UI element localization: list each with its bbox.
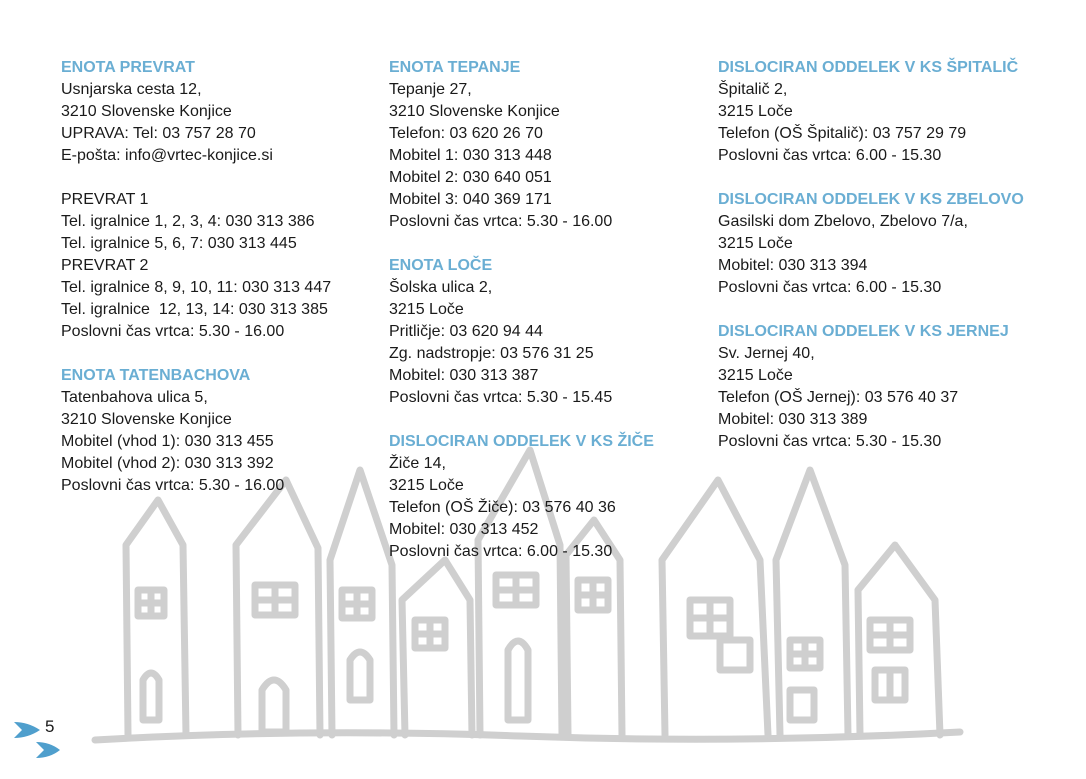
postal-line: 3215 Loče [389, 301, 464, 318]
phone-line: Telefon: 03 620 26 70 [389, 125, 543, 142]
phone-line: Telefon (OŠ Špitalič): 03 757 29 79 [718, 125, 967, 142]
unit-heading: DISLOCIRAN ODDELEK V KS ŠPITALIČ [718, 59, 1019, 76]
phone-line: Mobitel 1: 030 313 448 [389, 147, 552, 164]
phone-line: Pritličje: 03 620 94 44 [389, 323, 543, 340]
address-line: Gasilski dom Zbelovo, Zbelovo 7/a, [718, 213, 968, 230]
unit-heading: DISLOCIRAN ODDELEK V KS ŽIČE [389, 433, 654, 450]
address-line: Špitalič 2, [718, 81, 788, 98]
subunit-label: PREVRAT 2 [61, 257, 149, 274]
address-line: Usnjarska cesta 12, [61, 81, 202, 98]
column-right [718, 57, 1048, 475]
phone-line: Mobitel: 030 313 387 [389, 367, 539, 384]
unit-block-spitalic [718, 57, 1048, 167]
page-number: 5 [45, 717, 55, 736]
address-line: Sv. Jernej 40, [718, 345, 815, 362]
email-line: E-pošta: info@vrtec-konjice.si [61, 147, 273, 164]
unit-block-tatenbachova [61, 365, 371, 497]
phone-line: Tel. igralnice 1, 2, 3, 4: 030 313 386 [61, 213, 315, 230]
unit-block-zice [389, 431, 699, 563]
hours-line: Poslovni čas vrtca: 6.00 - 15.30 [389, 543, 613, 560]
hours-line: Poslovni čas vrtca: 6.00 - 15.30 [718, 147, 942, 164]
hours-line: Poslovni čas vrtca: 5.30 - 16.00 [61, 323, 285, 340]
phone-line: Mobitel (vhod 2): 030 313 392 [61, 455, 274, 472]
address-line: Tatenbahova ulica 5, [61, 389, 208, 406]
unit-block-jernej [718, 321, 1048, 453]
postal-line: 3215 Loče [718, 367, 793, 384]
unit-heading: ENOTA PREVRAT [61, 59, 195, 76]
hours-line: Poslovni čas vrtca: 5.30 - 16.00 [389, 213, 613, 230]
unit-block-loce [389, 255, 699, 409]
column-left [61, 57, 371, 519]
unit-block-zbelovo [718, 189, 1048, 299]
unit-heading: ENOTA TATENBACHOVA [61, 367, 251, 384]
address-line: Žiče 14, [389, 455, 446, 472]
hours-line: Poslovni čas vrtca: 5.30 - 16.00 [61, 477, 285, 494]
phone-line: Zg. nadstropje: 03 576 31 25 [389, 345, 594, 362]
phone-line: Mobitel: 030 313 389 [718, 411, 868, 428]
phone-line: Telefon (OŠ Žiče): 03 576 40 36 [389, 499, 616, 516]
unit-heading: DISLOCIRAN ODDELEK V KS JERNEJ [718, 323, 1009, 340]
postal-line: 3215 Loče [718, 235, 793, 252]
address-line: Tepanje 27, [389, 81, 472, 98]
hours-line: Poslovni čas vrtca: 5.30 - 15.45 [389, 389, 613, 406]
postal-line: 3210 Slovenske Konjice [61, 411, 232, 428]
unit-block-prevrat [61, 57, 371, 167]
subunit-label: PREVRAT 1 [61, 191, 149, 208]
column-middle [389, 57, 699, 585]
phone-line: Tel. igralnice 12, 13, 14: 030 313 385 [61, 301, 328, 318]
postal-line: 3215 Loče [718, 103, 793, 120]
phone-line: Mobitel: 030 313 452 [389, 521, 539, 538]
unit-heading: ENOTA LOČE [389, 257, 493, 274]
phone-line: Tel. igralnice 8, 9, 10, 11: 030 313 447 [61, 279, 332, 296]
postal-line: 3210 Slovenske Konjice [61, 103, 232, 120]
postal-line: 3210 Slovenske Konjice [389, 103, 560, 120]
unit-block-prevrat-rooms [61, 189, 371, 343]
unit-block-tepanje [389, 57, 699, 233]
phone-line: UPRAVA: Tel: 03 757 28 70 [61, 125, 256, 142]
phone-line: Mobitel (vhod 1): 030 313 455 [61, 433, 274, 450]
unit-heading: DISLOCIRAN ODDELEK V KS ZBELOVO [718, 191, 1024, 208]
unit-heading: ENOTA TEPANJE [389, 59, 521, 76]
postal-line: 3215 Loče [389, 477, 464, 494]
hours-line: Poslovni čas vrtca: 6.00 - 15.30 [718, 279, 942, 296]
phone-line: Telefon (OŠ Jernej): 03 576 40 37 [718, 389, 959, 406]
hours-line: Poslovni čas vrtca: 5.30 - 15.30 [718, 433, 942, 450]
phone-line: Mobitel: 030 313 394 [718, 257, 868, 274]
address-line: Šolska ulica 2, [389, 279, 493, 296]
phone-line: Mobitel 2: 030 640 051 [389, 169, 552, 186]
phone-line: Tel. igralnice 5, 6, 7: 030 313 445 [61, 235, 297, 252]
phone-line: Mobitel 3: 040 369 171 [389, 191, 552, 208]
